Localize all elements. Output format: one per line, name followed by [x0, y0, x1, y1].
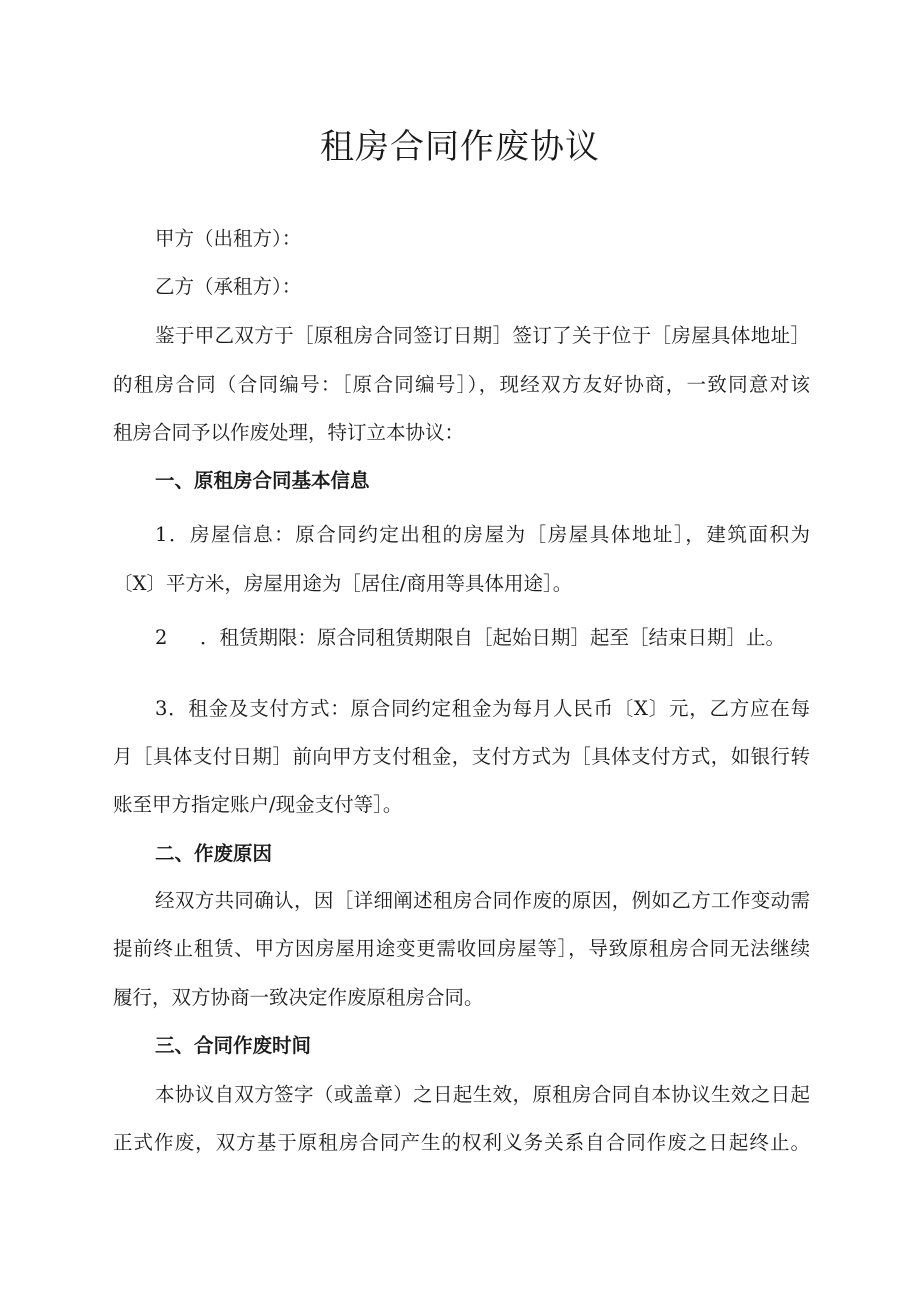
preamble-line-3: 租房合同予以作废处理，特订立本协议：: [113, 421, 465, 444]
preamble-line-2: 的租房合同（合同编号：［原合同编号］），现经双方友好协商，一致同意对该: [113, 373, 810, 396]
section1-item2-text: ．租赁期限：原合同租赁期限自［起始日期］起至［结束日期］止。: [200, 626, 786, 649]
section1-item2-line: [155, 623, 785, 653]
document-title: 租房合同作废协议: [320, 127, 600, 167]
section1-heading: 一、原租房合同基本信息: [155, 469, 370, 492]
section1-item3-line-1: 3．租金及支付方式：原合同约定租金为每月人民币〔X〕元，乙方应在每: [155, 697, 810, 720]
section1-item3-line-3: 账至甲方指定账户/现金支付等］。: [113, 793, 403, 816]
preamble-line-1: 鉴于甲乙双方于［原租房合同签订日期］签订了关于位于［房屋具体地址］: [155, 324, 810, 347]
section1-item1-line-2: 〔X〕平方米，房屋用途为［居住/商用等具体用途］。: [113, 572, 573, 595]
section2-body-line-3: 履行，双方协商一致决定作废原租房合同。: [113, 986, 484, 1009]
party-b-line: 乙方（承租方）：: [155, 275, 302, 298]
section1-item2-number: 2: [155, 626, 168, 649]
section2-heading: 二、作废原因: [155, 842, 273, 865]
section3-body-line-1: 本协议自双方签字（或盖章）之日起生效，原租房合同自本协议生效之日起: [155, 1083, 810, 1106]
section1-item3-line-2: 月［具体支付日期］前向甲方支付租金，支付方式为［具体支付方式，如银行转: [113, 745, 810, 768]
section3-body-line-2: 正式作废，双方基于原租房合同产生的权利义务关系自合同作废之日起终止。: [113, 1131, 810, 1154]
party-a-line: 甲方（出租方）：: [155, 227, 302, 250]
section3-heading: 三、合同作废时间: [155, 1034, 312, 1057]
section1-item1-line-1: 1．房屋信息：原合同约定出租的房屋为［房屋具体地址］，建筑面积为: [155, 523, 810, 546]
section2-body-line-2: 提前终止租赁、甲方因房屋用途变更需收回房屋等］，导致原租房合同无法继续: [113, 937, 810, 960]
section2-body-line-1: 经双方共同确认，因［详细阐述租房合同作废的原因，例如乙方工作变动需: [155, 889, 810, 912]
